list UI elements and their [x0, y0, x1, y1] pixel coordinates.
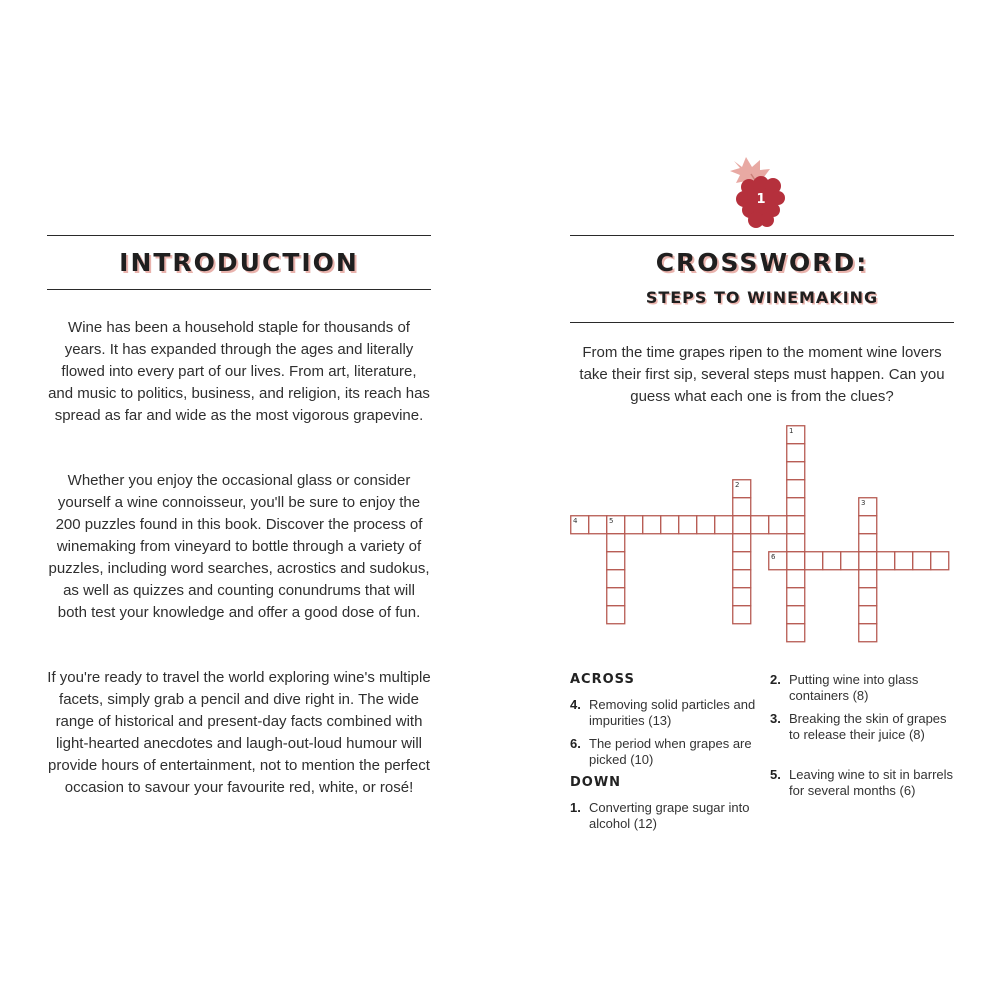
crossword-cell[interactable]	[733, 552, 751, 570]
title-bottom-rule	[570, 322, 954, 323]
crossword-cell[interactable]	[697, 516, 715, 534]
crossword-cell[interactable]	[859, 588, 877, 606]
crossword-cell[interactable]	[733, 570, 751, 588]
clue-down-2	[770, 672, 954, 704]
crossword-cell[interactable]	[733, 498, 751, 516]
crossword-cell[interactable]	[787, 462, 805, 480]
crossword-cell[interactable]	[895, 552, 913, 570]
page-title: INTRODUCTION	[119, 248, 359, 277]
crossword-cell[interactable]	[787, 498, 805, 516]
crossword-cell[interactable]	[913, 552, 931, 570]
crossword-cell[interactable]	[733, 588, 751, 606]
page-title: CROSSWORD:	[655, 248, 869, 277]
crossword-cell[interactable]	[841, 552, 859, 570]
crossword-cell[interactable]	[733, 516, 751, 534]
clue-down-1	[570, 800, 760, 832]
intro-paragraph-2: Whether you enjoy the occasional glass or consider yourself a wine connoisseur, you'll be sure to enjoy the 200 puzzles found in this book. Discover the process of winemaking from vineyard to bottle through a variety of puzzles, including word searches, acrostics and sudokus, as well as quizzes and counting conundrums that will both test your knowledge and offer a good dose of fun.	[48, 472, 430, 621]
across-heading: ACROSS	[570, 672, 635, 687]
crossword-cell-number: 1	[789, 427, 794, 435]
crossword-cell[interactable]	[751, 516, 769, 534]
clue-number: 1.	[570, 800, 581, 815]
puzzle-number-badge	[730, 155, 792, 233]
crossword-cell[interactable]	[859, 570, 877, 588]
clue-text: The period when grapes are picked (10)	[589, 736, 752, 767]
introduction-page	[47, 0, 431, 1000]
clue-down-3	[770, 711, 954, 743]
crossword-cell[interactable]	[607, 588, 625, 606]
crossword-cell-number: 3	[861, 499, 866, 507]
crossword-cell[interactable]	[643, 516, 661, 534]
crossword-cell[interactable]	[787, 516, 805, 534]
crossword-cell[interactable]	[859, 606, 877, 624]
crossword-cell[interactable]	[715, 516, 733, 534]
crossword-grid-svg[interactable]	[570, 425, 954, 650]
intro-paragraph-3: If you're ready to travel the world exploring wine's multiple facets, simply grab a pencil and dive right in. The wide range of historical and present-day facts combined with light-hearted anecdotes and laugh-out-loud humour will provide hours of entertainment, not to mention the perfect occasion to savour your favourite red, white, or rosé!	[47, 669, 431, 796]
crossword-cell[interactable]	[607, 606, 625, 624]
crossword-cell[interactable]	[607, 534, 625, 552]
clue-number: 4.	[570, 697, 581, 712]
crossword-cell[interactable]	[625, 516, 643, 534]
crossword-cell-number: 5	[609, 517, 614, 525]
clue-number: 2.	[770, 672, 781, 687]
crossword-cell[interactable]	[769, 516, 787, 534]
crossword-cell[interactable]	[931, 552, 949, 570]
crossword-grid[interactable]	[570, 425, 954, 650]
crossword-cell[interactable]	[787, 444, 805, 462]
crossword-cell[interactable]	[787, 570, 805, 588]
crossword-page	[570, 0, 954, 1000]
crossword-cell[interactable]	[679, 516, 697, 534]
title-top-rule	[47, 235, 431, 236]
puzzle-number: 1	[756, 192, 766, 207]
crossword-cell[interactable]	[787, 480, 805, 498]
crossword-cell[interactable]	[787, 624, 805, 642]
clue-number: 5.	[770, 767, 781, 782]
crossword-cell[interactable]	[877, 552, 895, 570]
crossword-cell[interactable]	[787, 606, 805, 624]
crossword-cell[interactable]	[787, 588, 805, 606]
title-bottom-rule	[47, 289, 431, 290]
crossword-cell[interactable]	[607, 552, 625, 570]
title-top-rule	[570, 235, 954, 236]
crossword-intro: From the time grapes ripen to the moment wine lovers take their first sip, several steps must happen. Can you guess what each one is from the clues?	[579, 344, 945, 405]
clue-text: Converting grape sugar into alcohol (12)	[589, 800, 750, 831]
clue-number: 6.	[570, 736, 581, 751]
clue-text: Removing solid particles and impurities (13)	[589, 697, 756, 728]
crossword-cell[interactable]	[787, 534, 805, 552]
page-subtitle: STEPS TO WINEMAKING	[645, 288, 879, 307]
crossword-cell[interactable]	[859, 534, 877, 552]
clue-across-4	[570, 697, 760, 729]
clue-text: Putting wine into glass containers (8)	[789, 672, 919, 703]
crossword-cell[interactable]	[859, 516, 877, 534]
clue-down-5	[770, 767, 954, 799]
crossword-cell[interactable]	[661, 516, 679, 534]
crossword-cell[interactable]	[607, 570, 625, 588]
clue-text: Breaking the skin of grapes to release their juice (8)	[789, 711, 947, 742]
crossword-cell[interactable]	[859, 624, 877, 642]
clue-number: 3.	[770, 711, 781, 726]
crossword-cell-number: 2	[735, 481, 740, 489]
crossword-cell[interactable]	[733, 606, 751, 624]
crossword-cell[interactable]	[859, 552, 877, 570]
crossword-cell[interactable]	[589, 516, 607, 534]
crossword-cell-number: 6	[771, 553, 776, 561]
intro-paragraph-1: Wine has been a household staple for thousands of years. It has expanded through the ages and literally flowed into every part of our lives. From art, literature, and music to politics, business, and religion, its reach has spread as far and wide as the most vigorous grapevine.	[48, 319, 430, 424]
crossword-cell-number: 4	[573, 517, 578, 525]
clue-text: Leaving wine to sit in barrels for several months (6)	[789, 767, 954, 798]
crossword-cell[interactable]	[823, 552, 841, 570]
clue-across-6	[570, 736, 760, 768]
crossword-cell[interactable]	[787, 552, 805, 570]
crossword-cell[interactable]	[733, 534, 751, 552]
down-heading: DOWN	[570, 775, 622, 790]
crossword-cell[interactable]	[805, 552, 823, 570]
